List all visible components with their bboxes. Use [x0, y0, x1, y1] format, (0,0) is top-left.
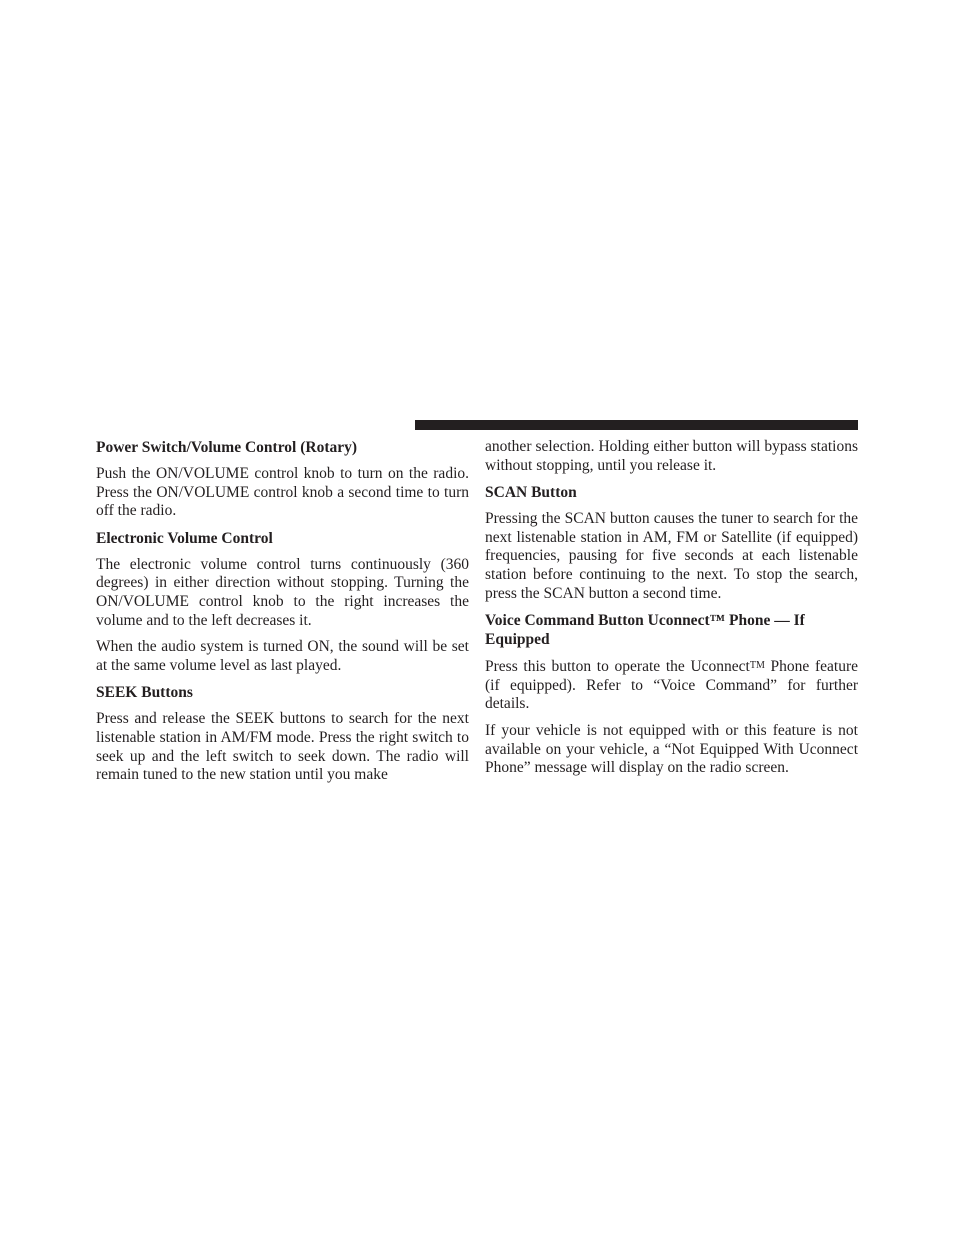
paragraph-voice-command	[485, 657, 858, 714]
right-column	[485, 436, 858, 786]
trademark-mark: TM	[749, 660, 765, 672]
voice-command-text-start: Press this button to operate the Uconnect	[485, 658, 750, 676]
paragraph-seek-buttons: Press and release the SEEK buttons to search for the next listenable station in AM/FM mode. Press the right switch to seek up and the left switch to seek down. The radio will remain tuned to the new station until you make	[96, 710, 469, 784]
heading-power-switch: Power Switch/Volume Control (Rotary)	[96, 439, 358, 456]
section-header-bar	[415, 420, 858, 430]
paragraph-scan-button: Pressing the SCAN button causes the tuner to search for the next listenable station in AM, FM or Satellite (if equipped) frequencies, pausing for five seconds at each listenable station before continuing to the next. To stop the search, press the SCAN button a second time.	[485, 510, 858, 602]
heading-voice-command: Voice Command Button Uconnect™ Phone — If Equipped	[485, 612, 805, 649]
paragraph-power-switch: Push the ON/VOLUME control knob to turn on the radio. Press the ON/VOLUME control knob a second time to turn off the radio.	[96, 465, 469, 520]
voice-command-text-end: Phone feature (if equipped). Refer to “Voice Command” for further details.	[485, 658, 858, 713]
heading-seek-buttons: SEEK Buttons	[96, 684, 193, 702]
heading-scan-button: SCAN Button	[485, 484, 577, 502]
left-column	[96, 436, 469, 793]
paragraph-seek-continued: another selection. Holding either button will bypass stations without stopping, until you release it.	[485, 438, 858, 474]
paragraph-electronic-volume: The electronic volume control turns continuously (360 degrees) in either direction without stopping. Turning the ON/VOLUME control knob to the right increases the volume and to the left decreases it.	[96, 555, 469, 629]
heading-electronic-volume: Electronic Volume Control	[96, 529, 273, 547]
paragraph-audio-on: When the audio system is turned ON, the sound will be set at the same volume level as last played.	[96, 638, 469, 674]
paragraph-not-equipped: If your vehicle is not equipped with or this feature is not available on your vehicle, a “Not Equipped With Uconnect Phone” message will display on the radio screen.	[485, 721, 858, 777]
